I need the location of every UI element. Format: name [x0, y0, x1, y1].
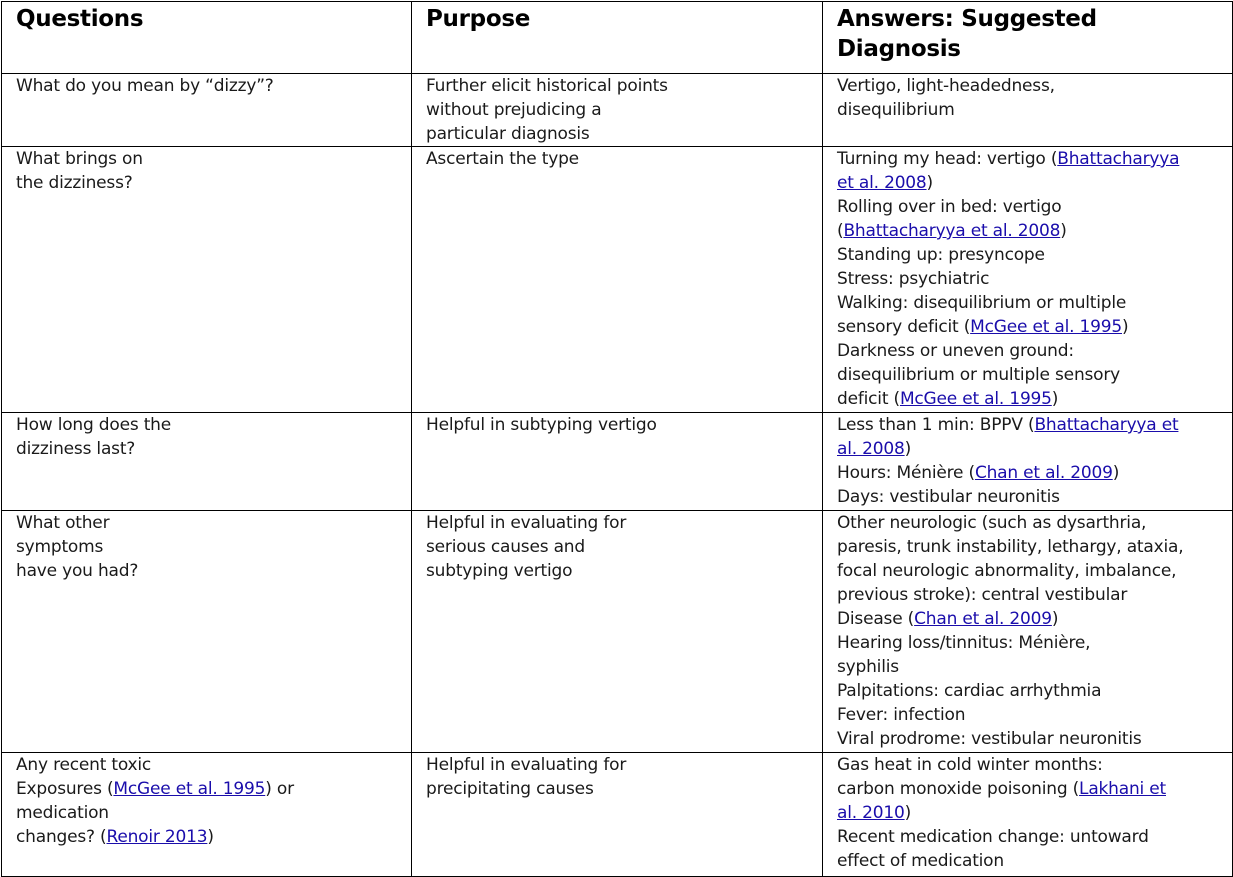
question-cell: What other symptoms have you had? [2, 511, 412, 753]
citation-link[interactable]: Bhattacharyya et al. 2008 [843, 221, 1061, 241]
citation-link[interactable]: McGee et al. 1995 [899, 389, 1052, 409]
purpose-cell: Further elicit historical points without prejudicing a particular diagnosis [412, 74, 823, 147]
citation-link[interactable]: al. 2008 [837, 439, 905, 459]
citation-link[interactable]: Lakhani et [1079, 779, 1166, 799]
table-row [2, 511, 1233, 753]
answers-cell: Other neurologic (such as dysarthria, paresis, trunk instability, lethargy, ataxia, focal neurologic abnormality, imbalance, previous stroke): central vestibular Disease (Chan et al. 2009) Hearing loss/tinnitus: Ménière, syphilis Palpitations: cardiac arrhythmia Fever: infection Viral prodrome: vestibular neuronitis [823, 511, 1233, 753]
header-purpose: Purpose [412, 2, 823, 74]
answers-cell: Turning my head: vertigo (Bhattacharyya et al. 2008) Rolling over in bed: vertigo (Bhattacharyya et al. 2008) Standing up: presyncope Stress: psychiatric Walking: disequilibrium or multiple sensory deficit (McGee et al. 1995) Darkness or uneven ground: disequilibrium or multiple sensory deficit (McGee et al. 1995) [823, 147, 1233, 413]
citation-link[interactable]: Renoir 2013 [106, 827, 208, 847]
dizziness-questions-table [1, 1, 1233, 877]
table-row [2, 74, 1233, 147]
header-row [2, 2, 1233, 74]
purpose-cell: Helpful in evaluating for serious causes and subtyping vertigo [412, 511, 823, 753]
citation-link[interactable]: McGee et al. 1995 [970, 317, 1122, 337]
purpose-cell: Helpful in subtyping vertigo [412, 413, 823, 511]
citation-link[interactable]: Chan et al. 2009 [914, 609, 1052, 629]
table-row [2, 147, 1233, 413]
citation-link[interactable]: al. 2010 [837, 803, 905, 823]
citation-link[interactable]: Bhattacharyya [1057, 149, 1180, 169]
citation-link[interactable]: Chan et al. 2009 [974, 463, 1113, 483]
citation-link[interactable]: et al. 2008 [837, 173, 927, 193]
citation-link[interactable]: McGee et al. 1995 [113, 779, 266, 799]
purpose-cell: Ascertain the type [412, 147, 823, 413]
header-answers: Answers: Suggested Diagnosis [823, 2, 1233, 74]
answers-cell: Less than 1 min: BPPV (Bhattacharyya et al. 2008) Hours: Ménière (Chan et al. 2009) Days: vestibular neuronitis [823, 413, 1233, 511]
table-row [2, 753, 1233, 877]
question-cell: Any recent toxic Exposures (McGee et al. 1995) or medication changes? (Renoir 2013) [2, 753, 412, 877]
citation-link[interactable]: Bhattacharyya et [1034, 415, 1179, 435]
answers-cell: Gas heat in cold winter months: carbon monoxide poisoning (Lakhani et al. 2010) Recent medication change: untoward effect of medication [823, 753, 1233, 877]
question-cell: What brings on the dizziness? [2, 147, 412, 413]
header-questions: Questions [2, 2, 412, 74]
answers-cell: Vertigo, light-headedness, disequilibrium [823, 74, 1233, 147]
table-row [2, 413, 1233, 511]
question-cell: What do you mean by “dizzy”? [2, 74, 412, 147]
question-cell: How long does the dizziness last? [2, 413, 412, 511]
purpose-cell: Helpful in evaluating for precipitating causes [412, 753, 823, 877]
